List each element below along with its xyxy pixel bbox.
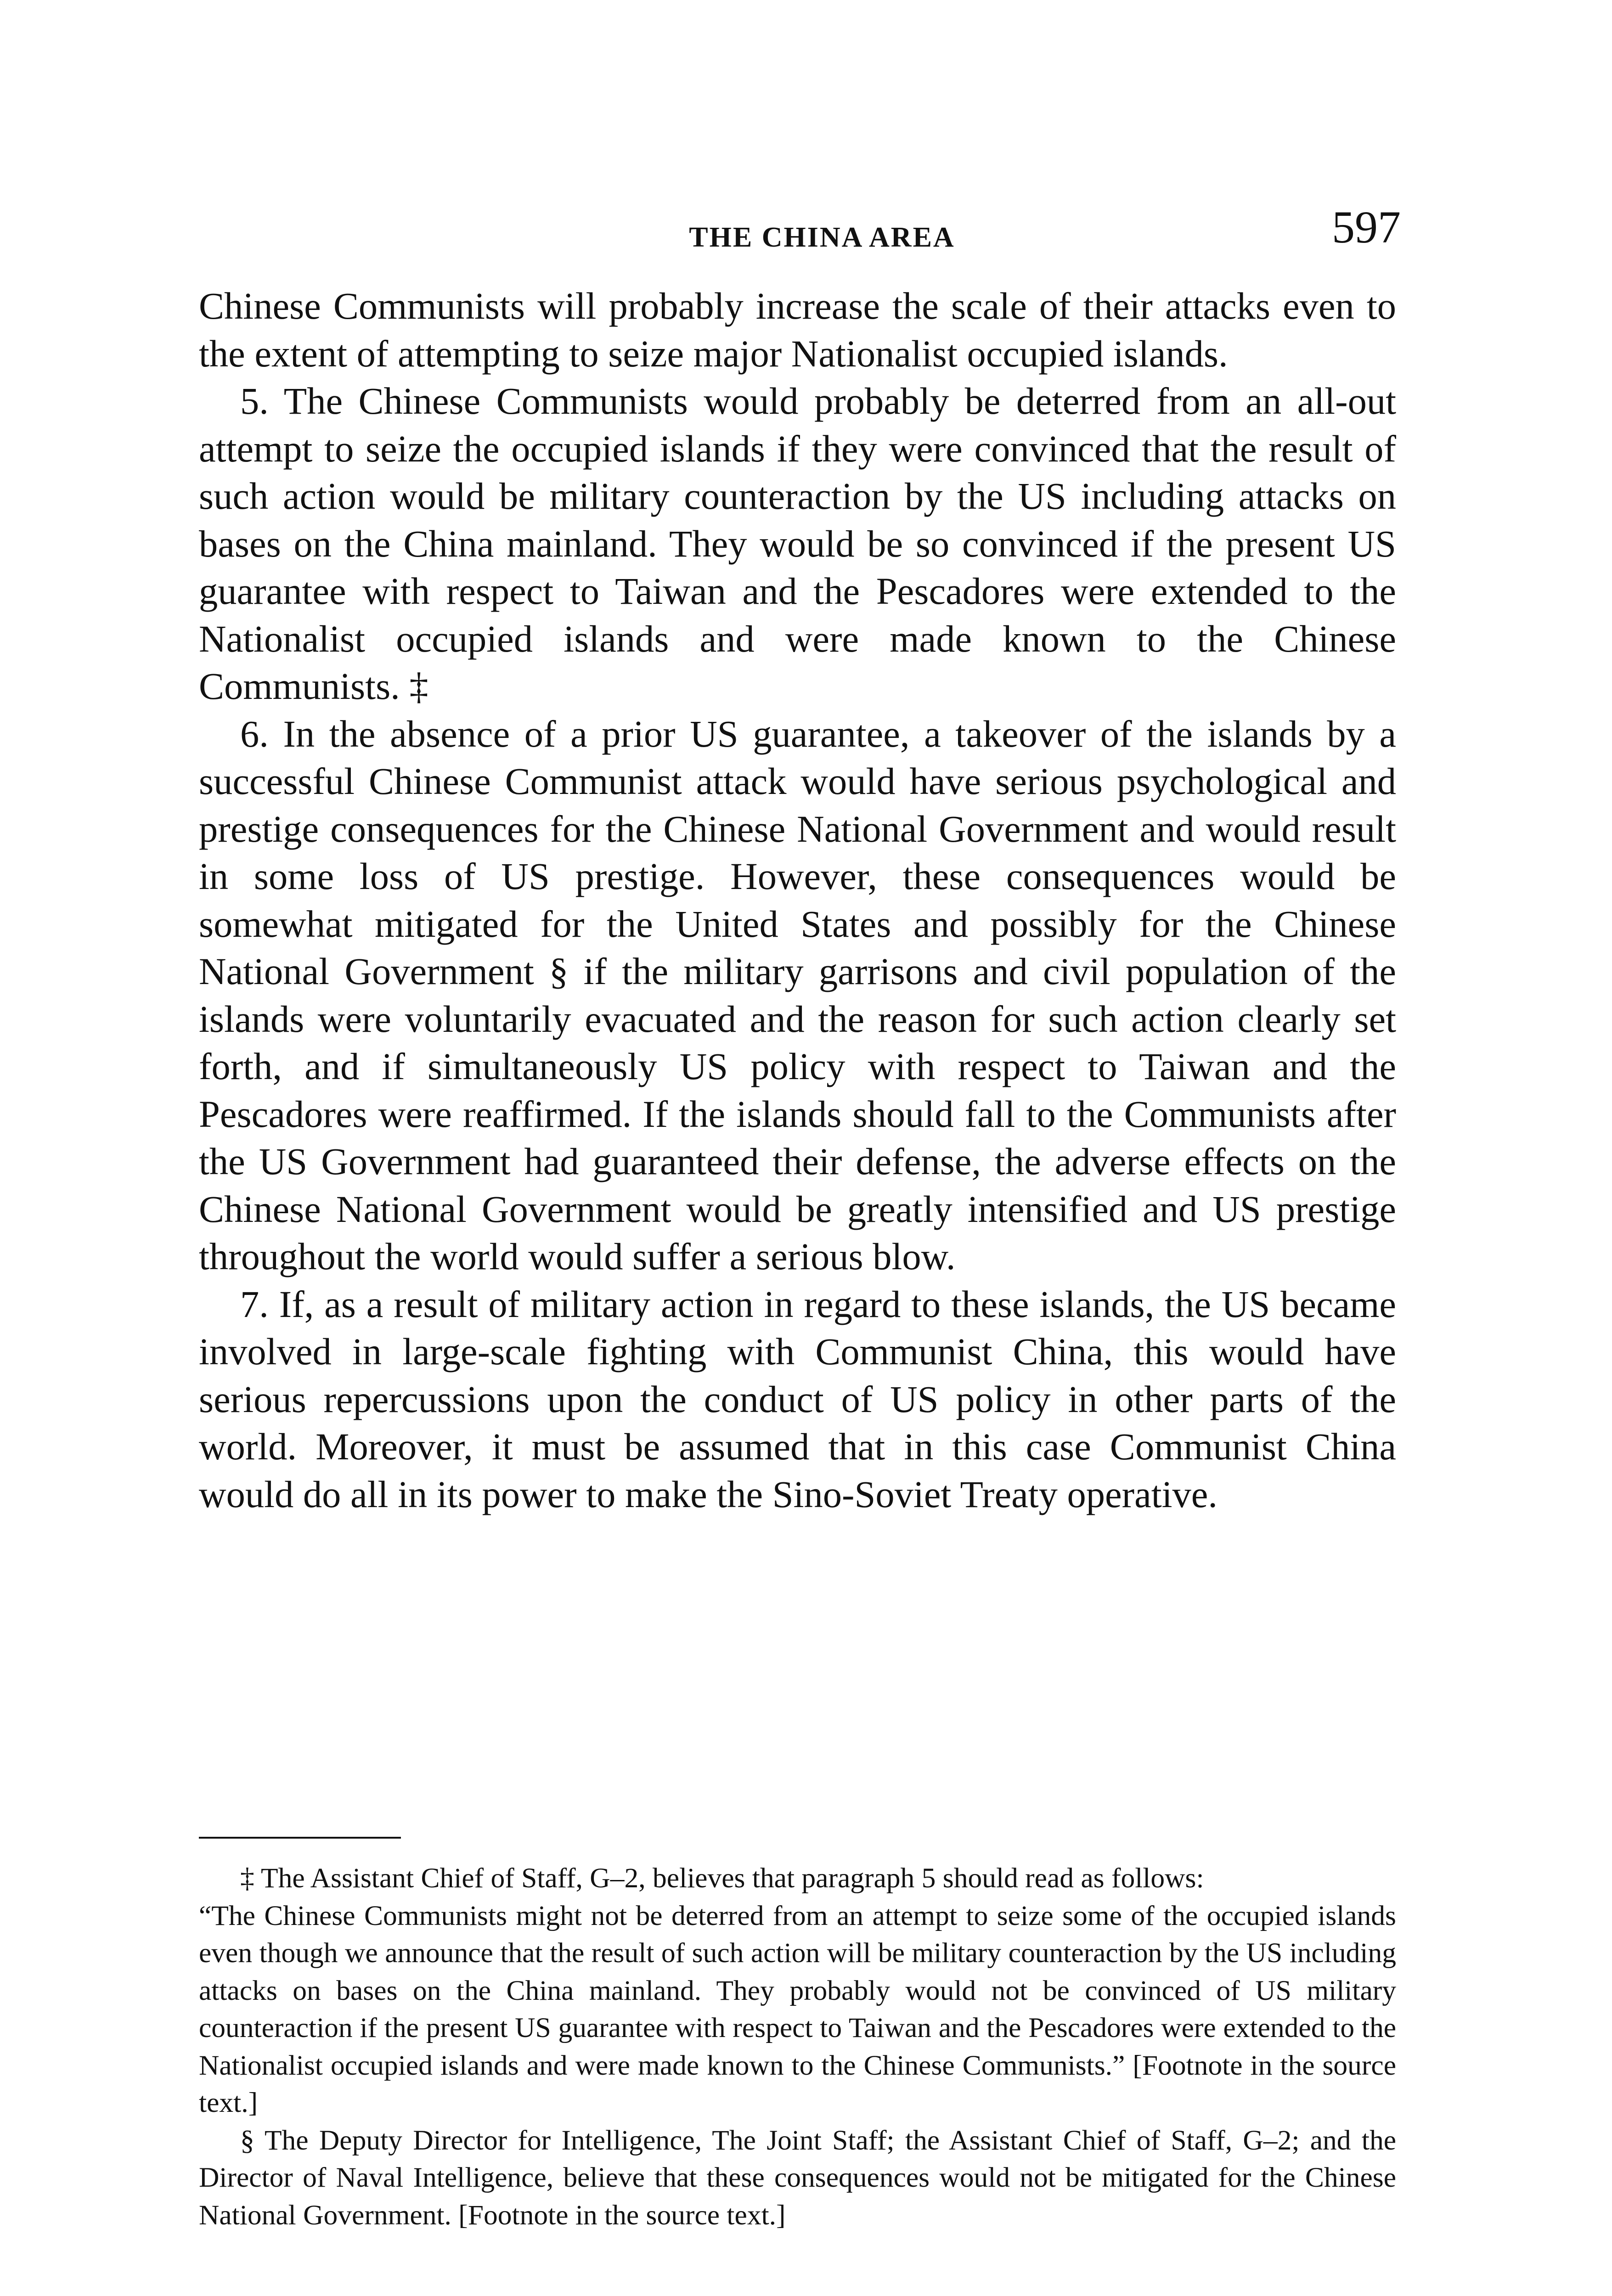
footnotes bbox=[199, 1860, 1396, 2234]
page-number: 597 bbox=[1332, 202, 1401, 253]
footnote-section: § The Deputy Director for Intelligence, The Joint Staff; the Assistant Chief of Staff, G–2; and the Director of Naval Intelligence, believe that these consequences would not be mitigated for the Chinese National Government. [Footnote in the source text.] bbox=[199, 2124, 1396, 2231]
running-header bbox=[193, 202, 1401, 257]
running-title: THE CHINA AREA bbox=[689, 222, 955, 253]
main-text bbox=[199, 282, 1396, 1518]
footnote-rule bbox=[199, 1837, 401, 1839]
paragraph-6: 6. In the absence of a prior US guarantee, a takeover of the islands by a successful Chinese Communist attack would have serious psychological and prestige consequences for the Chinese National Government and would result in some loss of US prestige. However, these consequences would be somewhat mitigated for the United States and possibly for the Chinese National Government § if the military garrisons and civil population of the islands were voluntarily evacuated and the reason for such action clearly set forth, and if simultaneously US policy with respect to Taiwan and the Pescadores were reaffirmed. If the islands should fall to the Communists after the US Government had guaranteed their defense, the adverse effects on the Chinese National Government would be greatly intensified and US prestige throughout the world would suffer a serious blow. bbox=[199, 712, 1396, 1277]
paragraph-5: 5. The Chinese Communists would probably be deterred from an all-out attempt to seize the occupied islands if they were convinced that the result of such action would be military counteraction by the US including attacks on bases on the China mainland. They would be so convinced if the present US guarantee with respect to Taiwan and the Pescadores were extended to the Nationalist occupied islands and were made known to the Chinese Communists. ‡ bbox=[199, 380, 1396, 707]
footnote-dagger-quote: “The Chinese Communists might not be deterred from an attempt to seize some of the occupied islands even though we announce that the result of such action will be military counteraction by the US including attacks on bases on the China mainland. They probably would not be convinced of US military counteraction if the present US guarantee with respect to Taiwan and the Pescadores were extended to the Nationalist occupied islands and were made known to the Chinese Communists.” [Footnote in the source text.] bbox=[199, 1900, 1396, 2118]
paragraph-7: 7. If, as a result of military action in regard to these islands, the US became involved in large-scale fighting with Communist China, this would have serious repercussions upon the conduct of US policy in other parts of the world. Moreover, it must be assumed that in this case Communist China would do all in its power to make the Sino-Soviet Treaty operative. bbox=[199, 1283, 1396, 1515]
paragraph-continued: Chinese Communists will probably increase the scale of their attacks even to the extent of attempting to seize major Nationalist occupied islands. bbox=[199, 285, 1396, 375]
footnote-dagger-intro: ‡ The Assistant Chief of Staff, G–2, believes that paragraph 5 should read as follows: bbox=[240, 1863, 1204, 1894]
